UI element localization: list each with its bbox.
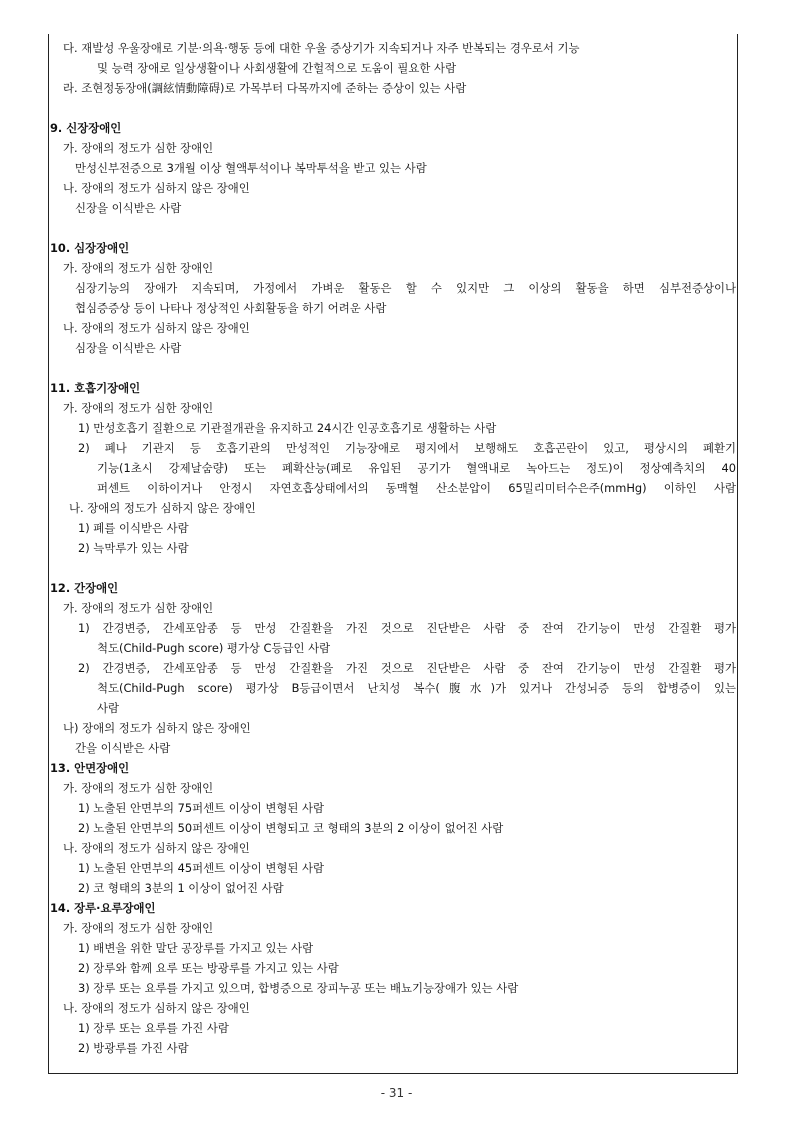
section-heading-11: 11. 호흡기장애인	[50, 381, 141, 395]
item-da: 다. 재발성 우울장애로 기분·의욕·행동 등에 대한 우울 증상기가 지속되거나 자주 반복되는 경우로서 기능	[63, 41, 580, 55]
mild-label: 나. 장애의 정도가 심하지 않은 장애인	[63, 1001, 250, 1015]
list-item-cont: 척도(Child-Pugh score) 평가상 B등급이면서 난치성 복수(腹水)가 있거나 간성뇌증 등의 합병증이 있는	[97, 681, 736, 695]
severe-label: 가. 장애의 정도가 심한 장애인	[63, 401, 214, 415]
section-heading-13: 13. 안면장애인	[50, 761, 130, 775]
item-da-cont: 및 능력 장애로 일상생활이나 사회생활에 간헐적으로 도움이 필요한 사람	[97, 61, 457, 75]
mild-text: 간을 이식받은 사람	[75, 741, 171, 755]
list-item: 1) 노출된 안면부의 75퍼센트 이상이 변형된 사람	[78, 801, 324, 815]
list-item-cont: 척도(Child-Pugh score) 평가상 C등급인 사람	[97, 641, 331, 655]
mild-label: 나. 장애의 정도가 심하지 않은 장애인	[63, 841, 250, 855]
list-item: 2) 폐나 기관지 등 호흡기관의 만성적인 기능장애로 평지에서 보행해도 호흡곤란이 있고, 평상시의 폐환기	[78, 441, 736, 455]
section-heading-9: 9. 신장장애인	[50, 121, 122, 135]
item-ra: 라. 조현정동장애(調絃情動障碍)로 가목부터 다목까지에 준하는 증상이 있는 사람	[63, 81, 467, 95]
list-item: 1) 만성호흡기 질환으로 기관절개관을 유지하고 24시간 인공호흡기로 생활하는 사람	[78, 421, 497, 435]
list-item: 2) 장루와 함께 요루 또는 방광루를 가지고 있는 사람	[78, 961, 339, 975]
section-heading-10: 10. 심장장애인	[50, 241, 130, 255]
list-item: 1) 간경변증, 간세포암종 등 만성 간질환을 가진 것으로 진단받은 사람 중 잔여 간기능이 만성 간질환 평가	[78, 621, 736, 635]
mild-text: 신장을 이식받은 사람	[75, 201, 182, 215]
mild-label: 나. 장애의 정도가 심하지 않은 장애인	[69, 501, 256, 515]
list-item-cont: 기능(1초시 강제날숨량) 또는 폐확산능(폐로 유입된 공기가 혈액내로 녹아드는 정도)이 정상예측치의 40	[97, 461, 736, 475]
list-item: 1) 폐를 이식받은 사람	[78, 521, 189, 535]
severe-label: 가. 장애의 정도가 심한 장애인	[63, 141, 214, 155]
list-item: 1) 노출된 안면부의 45퍼센트 이상이 변형된 사람	[78, 861, 324, 875]
list-item: 2) 늑막루가 있는 사람	[78, 541, 189, 555]
section-heading-14: 14. 장루·요루장애인	[50, 901, 156, 915]
list-item-cont: 퍼센트 이하이거나 안정시 자연호흡상태에서의 동맥혈 산소분압이 65밀리미터수은주(mmHg) 이하인 사람	[97, 481, 736, 495]
list-item: 2) 간경변증, 간세포암종 등 만성 간질환을 가진 것으로 진단받은 사람 중 잔여 간기능이 만성 간질환 평가	[78, 661, 736, 675]
severe-label: 가. 장애의 정도가 심한 장애인	[63, 261, 214, 275]
mild-label: 나. 장애의 정도가 심하지 않은 장애인	[63, 181, 250, 195]
severe-label: 가. 장애의 정도가 심한 장애인	[63, 921, 214, 935]
severe-text: 만성신부전증으로 3개월 이상 혈액투석이나 복막투석을 받고 있는 사람	[75, 161, 427, 175]
section-heading-12: 12. 간장애인	[50, 581, 119, 595]
severe-text-cont: 협심증증상 등이 나타나 정상적인 사회활동을 하기 어려운 사람	[75, 301, 387, 315]
list-item: 2) 노출된 안면부의 50퍼센트 이상이 변형되고 코 형태의 3분의 2 이상이 없어진 사람	[78, 821, 504, 835]
mild-label: 나) 장애의 정도가 심하지 않은 장애인	[63, 721, 251, 735]
list-item: 2) 코 형태의 3분의 1 이상이 없어진 사람	[78, 881, 284, 895]
list-item-cont: 사람	[97, 701, 120, 715]
severe-label: 가. 장애의 정도가 심한 장애인	[63, 601, 214, 615]
mild-text: 심장을 이식받은 사람	[75, 341, 182, 355]
severe-label: 가. 장애의 정도가 심한 장애인	[63, 781, 214, 795]
mild-label: 나. 장애의 정도가 심하지 않은 장애인	[63, 321, 250, 335]
list-item: 3) 장루 또는 요루를 가지고 있으며, 합병증으로 장피누공 또는 배뇨기능장애가 있는 사람	[78, 981, 519, 995]
list-item: 1) 배변을 위한 말단 공장루를 가지고 있는 사람	[78, 941, 314, 955]
severe-text: 심장기능의 장애가 지속되며, 가정에서 가벼운 활동은 할 수 있지만 그 이상의 활동을 하면 심부전증상이나	[75, 281, 736, 295]
page-number: - 31 -	[380, 1086, 413, 1100]
list-item: 2) 방광루를 가진 사람	[78, 1041, 189, 1055]
list-item: 1) 장루 또는 요루를 가진 사람	[78, 1021, 229, 1035]
document-body	[50, 38, 736, 1058]
